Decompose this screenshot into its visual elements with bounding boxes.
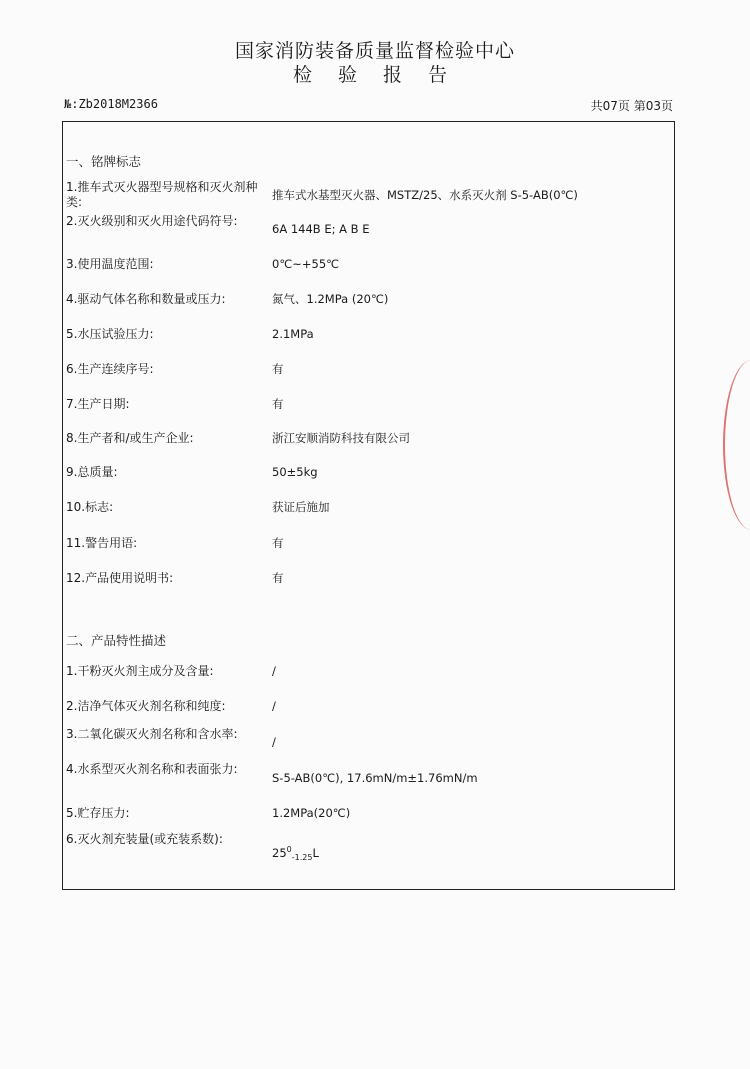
field-value-prod-date: 有 xyxy=(272,397,284,411)
field-label-serial: 6.生产连续序号: xyxy=(66,362,154,376)
field-value-drive-gas: 氮气、1.2MPa (20℃) xyxy=(272,292,389,306)
report-title: 检 验 报 告 xyxy=(292,64,458,86)
field-label-warning: 11.警告用语: xyxy=(66,536,138,550)
field-label-clean-gas: 2.洁净气体灭火剂名称和纯度: xyxy=(66,699,226,713)
fill-amount-unit: L xyxy=(312,845,319,860)
field-label-water-agent: 4.水系型灭火剂名称和表面张力: xyxy=(66,762,238,776)
report-number: №:Zb2018M2366 xyxy=(64,97,158,111)
field-label-fire-rating: 2.灭火级别和灭火用途代码符号: xyxy=(66,214,238,228)
field-value-fire-rating: 6A 144B E; A B E xyxy=(272,222,370,236)
page-count: 共07页 第03页 xyxy=(590,99,673,113)
field-value-water-agent: S-5-AB(0℃), 17.6mN/m±1.76mN/m xyxy=(272,771,478,785)
field-value-clean-gas: / xyxy=(272,699,276,713)
field-label-drive-gas: 4.驱动气体名称和数量或压力: xyxy=(66,292,226,306)
field-label-fill-amount: 6.灭火剂充装量(或充装系数): xyxy=(66,832,223,846)
field-label-co2: 3.二氧化碳灭火剂名称和含水率: xyxy=(66,727,238,741)
field-label-storage-pressure: 5.贮存压力: xyxy=(66,806,130,820)
fill-amount-sub: -1.25 xyxy=(291,853,313,863)
seal-stamp-icon xyxy=(723,360,750,530)
field-value-manufacturer: 浙江安顺消防科技有限公司 xyxy=(272,431,410,445)
field-value-fill-amount xyxy=(272,842,319,865)
field-value-serial: 有 xyxy=(272,362,284,376)
fill-amount-sup: 0 xyxy=(286,845,292,854)
field-label-manufacturer: 8.生产者和/或生产企业: xyxy=(66,431,194,445)
field-label-powder: 1.干粉灭火剂主成分及含量: xyxy=(66,664,214,678)
field-label-total-mass: 9.总质量: xyxy=(66,465,118,479)
field-value-warning: 有 xyxy=(272,536,284,550)
field-value-co2: / xyxy=(272,735,276,749)
field-value-manual: 有 xyxy=(272,571,284,585)
field-label-manual: 12.产品使用说明书: xyxy=(66,571,174,585)
institute-title: 国家消防装备质量监督检验中心 xyxy=(234,40,515,62)
field-label-marking: 10.标志: xyxy=(66,500,114,514)
field-value-powder: / xyxy=(272,664,276,678)
field-label-hydro-test: 5.水压试验压力: xyxy=(66,327,154,341)
field-label-prod-date: 7.生产日期: xyxy=(66,397,130,411)
field-value-hydro-test: 2.1MPa xyxy=(272,327,314,341)
section-title-nameplate: 一、铭牌标志 xyxy=(66,154,142,169)
fill-amount-base: 25 xyxy=(272,845,287,860)
field-value-storage-pressure: 1.2MPa(20℃) xyxy=(272,806,351,820)
field-value-total-mass: 50±5kg xyxy=(272,465,318,479)
field-value-temp-range: 0℃~+55℃ xyxy=(272,257,340,271)
field-label-model: 1.推车式灭火器型号规格和灭火剂种类: xyxy=(66,180,258,209)
field-label-temp-range: 3.使用温度范围: xyxy=(66,257,154,271)
section-title-characteristics: 二、产品特性描述 xyxy=(66,633,167,648)
field-value-marking: 获证后施加 xyxy=(272,500,330,514)
field-value-model: 推车式水基型灭火器、MSTZ/25、水系灭火剂 S-5-AB(0℃) xyxy=(272,188,578,202)
